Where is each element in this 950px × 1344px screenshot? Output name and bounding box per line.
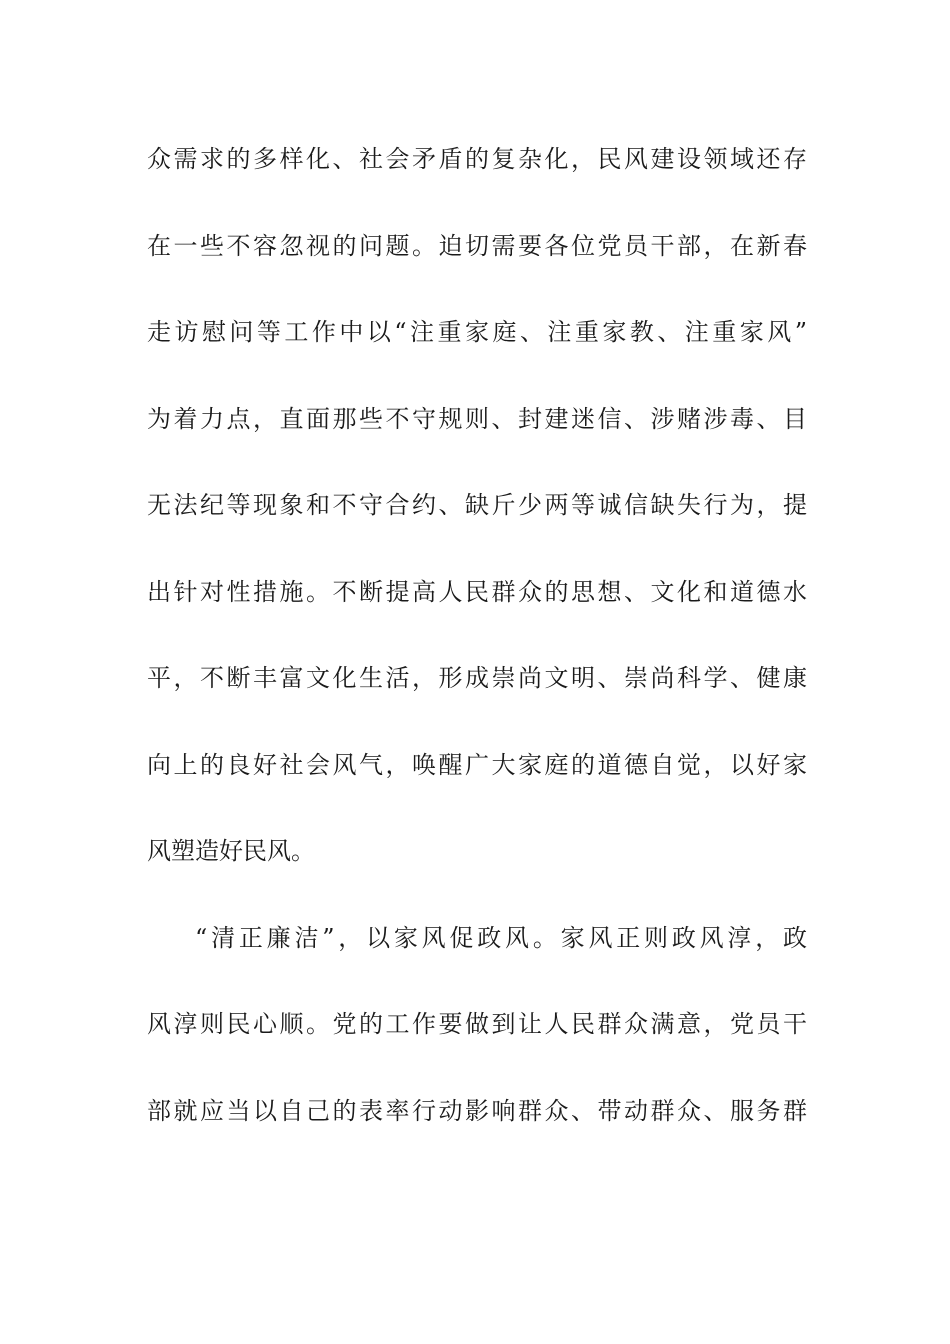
text-line: 平，不断丰富文化生活，形成崇尚文明、崇尚科学、健康 [147,664,807,692]
paragraph-start-line: “清正廉洁”，以家风促政风。家风正则政风淳，政 [195,923,807,952]
text-line: 众需求的多样化、社会矛盾的复杂化，民风建设领域还存 [147,145,807,173]
text-line: 无法纪等现象和不守合约、缺斤少两等诚信缺失行为，提 [147,491,807,519]
text-line: 部就应当以自己的表率行动影响群众、带动群众、服务群 [147,1096,807,1125]
text-line: 向上的良好社会风气，唤醒广大家庭的道德自觉，以好家 [147,750,807,779]
paragraph-end-line: 风塑造好民风。 [147,837,315,865]
text-line: 在一些不容忽视的问题。迫切需要各位党员干部，在新春 [147,231,807,260]
text-line: 为着力点，直面那些不守规则、封建迷信、涉赌涉毒、目 [147,404,807,433]
text-line: 风淳则民心顺。党的工作要做到让人民群众满意，党员干 [147,1010,807,1038]
text-line: 出针对性措施。不断提高人民群众的思想、文化和道德水 [147,577,807,606]
text-line: 走访慰问等工作中以“注重家庭、注重家教、注重家风” [147,318,807,346]
body-text [147,133,807,1171]
